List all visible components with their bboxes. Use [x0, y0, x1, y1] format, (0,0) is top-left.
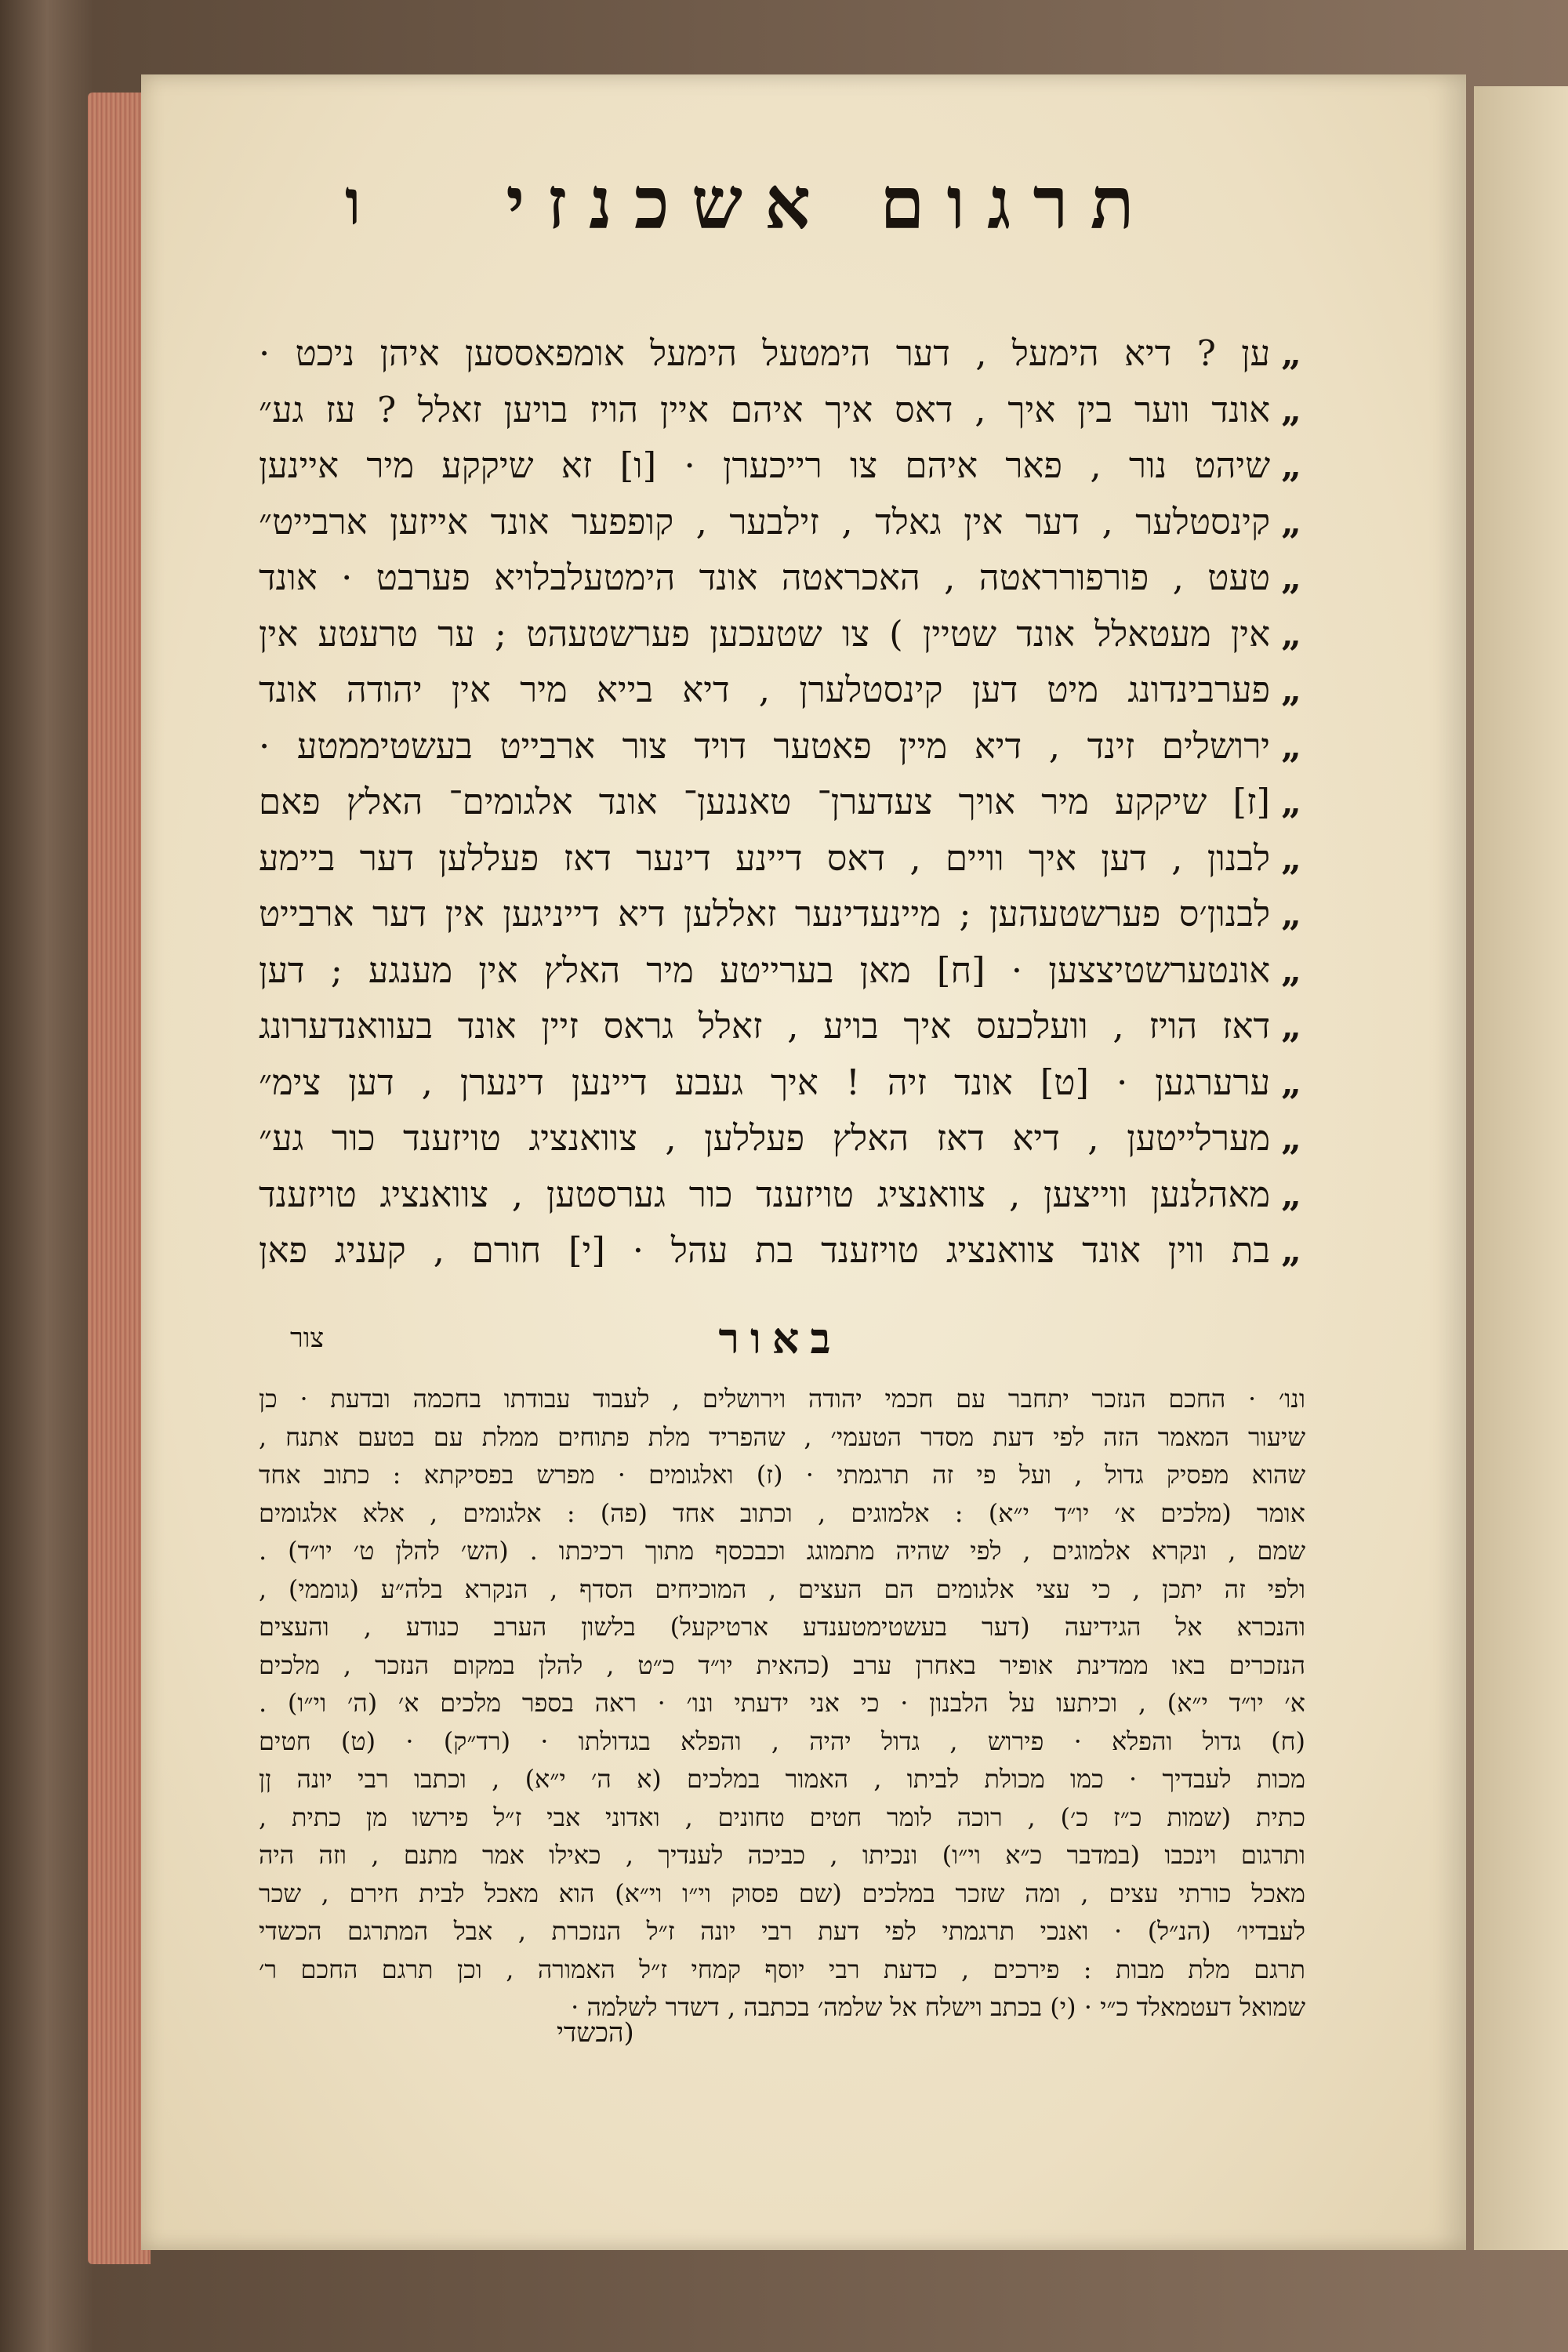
text-line: „ בת ווין אונד צוואנציג טויזענד בת עהל · [י] חורם , קעניג פאן: [259, 1222, 1301, 1279]
commentary-line: הנזכרים באו ממדינת אופיר באחרן ערב (כהאית יו״ד כ״ט , להלן במקום הנזכר , מלכים: [259, 1650, 1305, 1680]
quote-mark: „: [1281, 724, 1301, 767]
text-line: „ קינסטלער , דער אין גאלד , זילבער , קופפער אונד אייזען ארבייט״: [259, 494, 1301, 550]
quote-mark: „: [1281, 1173, 1301, 1215]
quote-mark: „: [1281, 837, 1301, 879]
commentary-line: מכות לעבדיך · כמו מכולת לביתו , האמור במלכים (א ה׳ י״א) , וכתבו רבי יונה ןן: [259, 1764, 1305, 1794]
translation-text: [259, 325, 1301, 1279]
quote-mark: „: [1281, 949, 1301, 991]
commentary-line: שהוא מפסיק גדול , ועל פי זה תרגמתי · (ז) ואלגומים · מפרש בפסיקתא : כתוב אחד: [259, 1460, 1305, 1490]
commentary-text: [259, 1380, 1305, 2027]
catchword-bottom: (הכשדי: [557, 2017, 634, 2049]
quote-mark: „: [1281, 500, 1301, 543]
text-line: „ דאז הויז , וועלכעס איך בויע , זאלל גראס זיין אונד בעוואנדערונג: [259, 998, 1301, 1054]
text-line: „ מערלייטען , דיא דאז האלץ פעללען , צוואנציג טויזענד כור גע״: [259, 1110, 1301, 1167]
page-header: [345, 161, 1317, 263]
quote-mark: „: [1281, 781, 1301, 822]
quote-mark: „: [1281, 612, 1301, 655]
commentary-line: מאכל כורתי עצים , ומה שזכר במלכים (שם פסוק וי״ו וי״א) הוא מאכל לבית חירם , שכר: [259, 1878, 1305, 1908]
book-page: [141, 74, 1466, 2250]
quote-mark: „: [1281, 893, 1301, 935]
quote-mark: „: [1281, 388, 1301, 430]
catchword: צור: [290, 1323, 325, 1354]
commentary-line: שמם , ונקרא אלמוגים , לפי שהיה מתמוגג וכבכסף מתוך רכיכתו . (הש׳ להלן ט׳ יו״ד) .: [259, 1536, 1305, 1566]
commentary-line: והנכרא אל הגידיעה (דער בעשטימטענדע ארטיקעל) בלשון הערב כנודע , והעצים: [259, 1612, 1305, 1642]
quote-mark: „: [1281, 669, 1301, 710]
quote-mark: „: [1281, 557, 1301, 598]
text-line: „ לבנון , דען איך וויים , דאס דיינע דינער דאז פעללען דער ביימע: [259, 830, 1301, 887]
quote-mark: „: [1281, 332, 1301, 374]
quote-mark: „: [1281, 1061, 1301, 1103]
text-line: „ לבנון׳ס פערשטעהען ; מיינעדינער זאללען דיא דייניגען אין דער ארבייט: [259, 886, 1301, 942]
quote-mark: „: [1281, 1117, 1301, 1159]
facing-page-edge: [1474, 86, 1568, 2250]
text-line: „ ערערגען · [ט] אונד זיה ! איך געבע דיינען דינערן , דען צימ״: [259, 1054, 1301, 1111]
page-number: ו: [345, 165, 361, 239]
text-line: „ אין מעטאלל אונד שטיין ) צו שטעכען פערשטעהט ; ער טרעטע אין: [259, 606, 1301, 662]
commentary-line: כתית (שמות כ״ז כ׳) , רוכה לומר חטים טחונים , ואדוני אבי ז״ל פירשו מן כתית ,: [259, 1802, 1305, 1832]
text-line: „ מאהלנען ווייצען , צוואנציג טויזענד כור גערסטען , צוואנציג טויזענד: [259, 1167, 1301, 1223]
biur-title: באור: [718, 1313, 842, 1363]
commentary-line: לעבדיו׳ (הנ״ל) · ואנכי תרגמתי לפי דעת רבי יונה ז״ל הנזכרת , אבל המתרגם הכשדי: [259, 1916, 1305, 1946]
text-line: „ אונטערשטיצצען · [ח] מאן בערייטע מיר האלץ אין מענגע ; דען: [259, 942, 1301, 999]
biur-heading: [259, 1313, 1301, 1368]
quote-mark: „: [1281, 1229, 1301, 1271]
text-line: „ אונד ווער בין איך , דאס איך איהם איין הויז בויען זאלל ? עז גע״: [259, 382, 1301, 438]
commentary-line: אומר (מלכים א׳ יו״ד י״א) : אלמוגים , וכתוב אחד (פה) : אלגומים , אלא אלגומים: [259, 1497, 1305, 1528]
text-line: „ [ז] שיקקע מיר אויך צעדערן־ טאננען־ אונד אלגומים־ האלץ פאם: [259, 774, 1301, 830]
text-line: „ פערבינדונג מיט דען קינסטלערן , דיא בייא מיר אין יהודה אונד: [259, 662, 1301, 718]
quote-mark: „: [1281, 445, 1301, 486]
text-line: „ טעט , פורפורראטה , האכראטה אונד הימטעלבלויא פערבט · אונד: [259, 550, 1301, 606]
commentary-line: שיעור המאמר הזה לפי דעת מסדר הטעמי׳ , שהפריד מלת פתוחים ממלת עם בטעם אתנח ,: [259, 1421, 1305, 1452]
commentary-line: (ח) גדול והפלא · פירוש , גדול יהיה , והפלא בגדולתו · (רד״ק) · (ט) חטים: [259, 1726, 1305, 1756]
commentary-line: א׳ יו״ד י״א) , וכיתעו על הלבנון · כי אני ידעתי ונו׳ · ראה בספר מלכים א׳ (ה׳ וי״ו) .: [259, 1688, 1305, 1718]
commentary-line: שמואל דעטמאלד כ״י · (י) בכתב וישלח אל שלמה׳ בכתבה , דשדר לשלמה ·: [571, 1992, 1305, 2022]
quote-mark: „: [1281, 1005, 1301, 1047]
commentary-line: תרגם מלת מבות : פירכים , כדעת רבי יוסף קמחי ז״ל האמורה , וכן תרגם החכם ר׳: [259, 1954, 1305, 1984]
running-title: תרגום אשכנזי: [506, 161, 1156, 245]
text-line: „ שיהט נור , פאר איהם צו רייכערן · [ו] זא שיקקע מיר איינען: [259, 437, 1301, 494]
commentary-line: ותרגום וינכבו (במדבר כ״א וי״ו) ונכיתו , כביכה לענדיך , כאילו אמר מתנם , וזה היה: [259, 1840, 1305, 1870]
text-line: „ ען ? דיא הימעל , דער הימטעל הימעל אומפאססען איהן ניכט ·: [259, 325, 1301, 382]
commentary-line: ונו׳ · החכם הנזכר יתחבר עם חכמי יהודה וירושלים , לעבוד עבודתו בחכמה ובדעת · כן: [259, 1384, 1305, 1414]
text-line: „ ירושלים זינד , דיא מיין פאטער דויד צור ארבייט בעשטיממטע ·: [259, 718, 1301, 775]
commentary-line: ולפי זה יתכן , כי עצי אלגומים הם העצים , המוכיחים הסדף , הנקרא בלה״ע (גוממי) ,: [259, 1573, 1305, 1604]
